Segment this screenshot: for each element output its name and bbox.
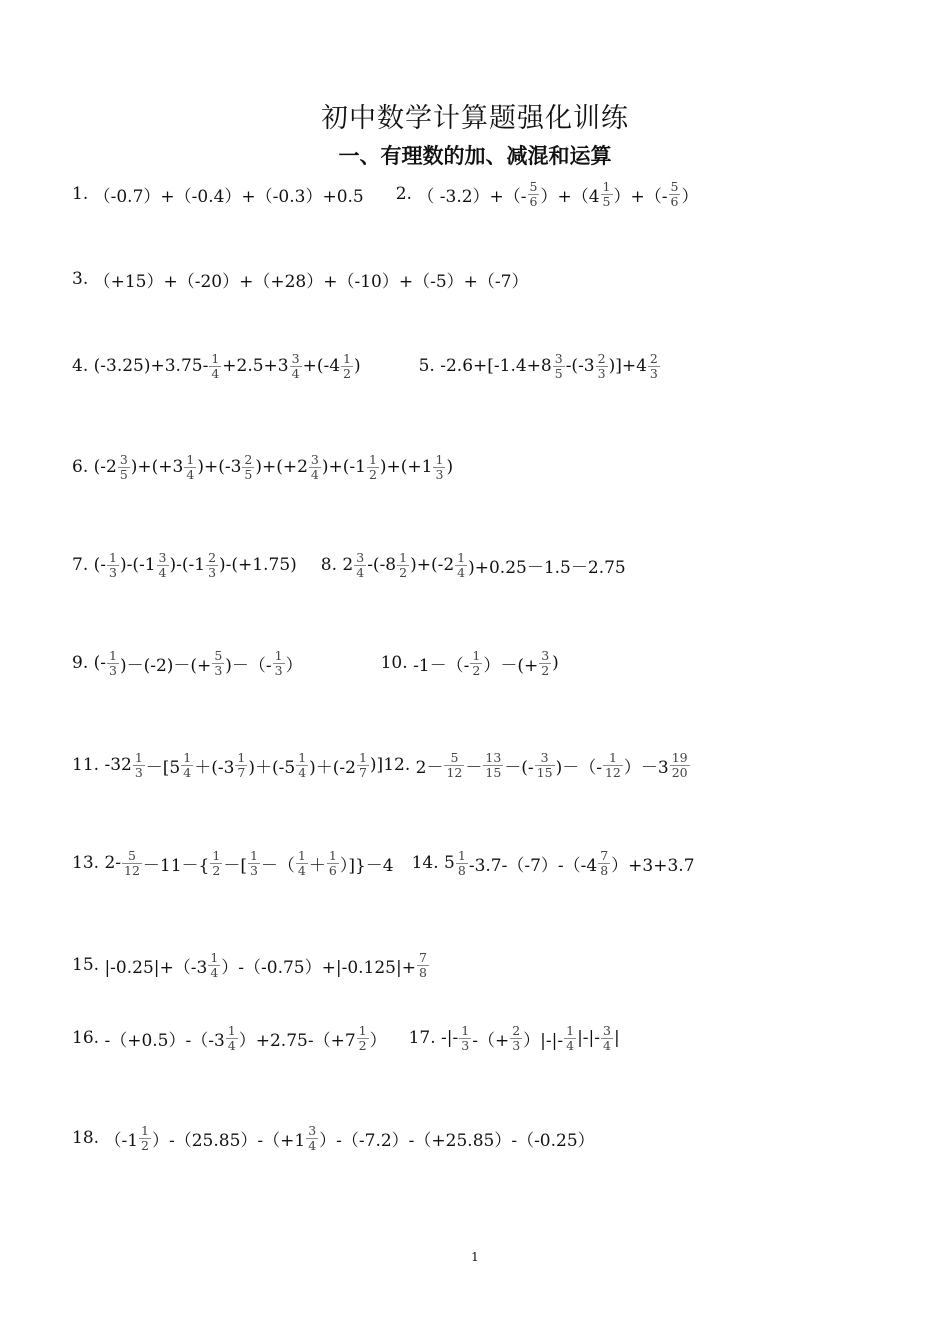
expression-text: 2－ <box>415 757 444 778</box>
section-heading: 一、有理数的加、减混和运算 <box>338 143 612 168</box>
expression-text: )-(+1.75) <box>219 555 297 575</box>
fraction <box>539 649 551 678</box>
fraction-numerator: 1 <box>212 847 221 863</box>
fraction-denominator: 3 <box>214 662 223 678</box>
fraction-denominator: 4 <box>210 964 219 980</box>
fraction <box>296 849 308 878</box>
fraction-denominator: 8 <box>418 964 427 980</box>
fraction-denominator: 15 <box>536 764 553 780</box>
fraction <box>444 751 464 780</box>
fraction-numerator: 2 <box>597 350 606 366</box>
expression-text: )+(+2 <box>255 457 308 477</box>
fraction <box>603 751 623 780</box>
fraction <box>433 453 445 482</box>
expression-text: )+(-1 <box>321 457 366 477</box>
fraction-denominator: 12 <box>604 764 621 780</box>
fraction-denominator: 4 <box>183 764 192 780</box>
fraction-denominator: 3 <box>249 862 258 878</box>
problem-line <box>72 259 528 299</box>
fraction <box>397 551 409 580</box>
problem-number: 16. <box>72 1028 105 1048</box>
fraction-numerator: 1 <box>435 451 444 467</box>
fraction-denominator: 12 <box>124 862 140 878</box>
expression-text: )-(-1 <box>169 555 206 575</box>
fraction <box>309 453 321 482</box>
expression-text: ）-（25.85）-（+1 <box>151 1130 306 1151</box>
problem <box>412 849 695 878</box>
expression-text: ＋(-3 <box>194 757 235 778</box>
problem <box>72 751 383 780</box>
expression-text: ） <box>285 655 303 676</box>
fraction <box>510 1024 522 1053</box>
fraction-denominator: 3 <box>512 1037 521 1053</box>
expression-text: -（+ <box>472 1030 510 1051</box>
fraction <box>470 649 482 678</box>
problem <box>381 649 559 678</box>
expression-text: -(-3 <box>565 356 595 376</box>
fraction-denominator: 3 <box>649 365 658 381</box>
fraction-numerator: 2 <box>208 549 217 565</box>
fraction <box>181 751 193 780</box>
expression-text: （+15）+（-20）+（+28）+（-10）+（-5）+（-7） <box>93 271 529 292</box>
page-title: 初中数学计算题强化训练 <box>321 103 629 134</box>
problem-number: 1. <box>72 184 94 204</box>
fraction-numerator: 3 <box>603 1022 611 1038</box>
fraction-numerator: 3 <box>356 549 365 565</box>
fraction-numerator: 1 <box>472 647 481 663</box>
problem <box>321 551 626 580</box>
problem <box>396 180 699 209</box>
fraction-denominator: 2 <box>368 466 377 482</box>
expression-text: －11－{ <box>142 855 210 876</box>
problem <box>72 551 297 580</box>
expression-text: (-2 <box>93 457 117 477</box>
expression-text: |-0.25|+（-3 <box>104 957 208 978</box>
problem-number: 3. <box>72 269 94 289</box>
fraction-denominator: 3 <box>274 662 283 678</box>
expression-text: －[ <box>223 855 247 876</box>
fraction-denominator: 7 <box>358 764 367 780</box>
problem <box>72 267 528 292</box>
expression-text: ）+（- <box>613 186 668 207</box>
fraction <box>273 649 285 678</box>
problem-number: 17. <box>408 1028 442 1048</box>
fraction-denominator: 4 <box>158 564 167 580</box>
fraction-numerator: 2 <box>649 350 658 366</box>
expression-text: ＋ <box>308 855 326 876</box>
fraction-numerator: 3 <box>541 647 550 663</box>
fraction <box>483 751 503 780</box>
expression-text: （-1 <box>104 1130 139 1151</box>
fraction-numerator: 19 <box>671 749 688 765</box>
fraction-numerator: 5 <box>450 749 459 765</box>
fraction <box>206 551 218 580</box>
problem-line <box>72 447 453 487</box>
fraction <box>528 180 540 209</box>
fraction <box>157 551 169 580</box>
fraction-denominator: 4 <box>566 1037 575 1053</box>
expression-text: |-|- <box>577 1028 601 1048</box>
problem <box>72 182 364 207</box>
expression-text: )+(+3 <box>130 457 184 477</box>
expression-text: ) <box>552 653 559 673</box>
expression-text: ）－(+ <box>483 655 539 676</box>
fraction-numerator: 2 <box>244 451 253 467</box>
fraction <box>596 352 608 381</box>
problem-line <box>72 545 626 585</box>
fraction-denominator: 8 <box>600 862 609 878</box>
expression-text: － <box>465 757 483 778</box>
expression-text: )-(-1 <box>119 555 156 575</box>
fraction-denominator: 6 <box>670 193 679 209</box>
fraction <box>648 352 660 381</box>
expression-text: （ -3.2）+（- <box>417 186 527 207</box>
fraction <box>210 849 222 878</box>
problem-line <box>72 643 559 683</box>
expression-text: +(-4 <box>302 356 341 376</box>
expression-text: -3.7-（-7）-（-4 <box>468 855 598 876</box>
fraction-denominator: 3 <box>109 564 117 580</box>
fraction-denominator: 4 <box>310 466 319 482</box>
problem-number: 14. <box>411 853 445 873</box>
expression-text: )+0.25－1.5－2.75 <box>468 557 626 578</box>
expression-text: （-0.7）+（-0.4）+（-0.3）+0.5 <box>93 186 364 207</box>
expression-text: －（ <box>260 855 295 876</box>
fraction-numerator: 3 <box>158 549 167 565</box>
fraction-denominator: 4 <box>356 564 365 580</box>
fraction-denominator: 4 <box>298 764 307 780</box>
fraction <box>296 751 308 780</box>
fraction <box>417 951 429 980</box>
fraction <box>341 352 353 381</box>
fraction-numerator: 3 <box>119 451 128 467</box>
fraction-denominator: 3 <box>109 662 117 678</box>
expression-text: 2- <box>104 853 122 873</box>
fraction-numerator: 7 <box>600 847 609 863</box>
fraction <box>553 352 565 381</box>
problem-line <box>72 1118 595 1158</box>
problem-number: 5. <box>418 356 441 376</box>
expression-text: )+(-3 <box>197 457 242 477</box>
fraction <box>290 352 302 381</box>
fraction-numerator: 1 <box>134 749 143 765</box>
problem-number: 10. <box>380 653 414 673</box>
fraction-denominator: 4 <box>297 862 306 878</box>
fraction-numerator: 1 <box>183 749 192 765</box>
expression-text: )] <box>369 755 384 775</box>
fraction-numerator: 1 <box>399 549 408 565</box>
fraction-numerator: 5 <box>214 647 223 663</box>
expression-text: 2 <box>342 555 354 575</box>
fraction-numerator: 3 <box>554 350 563 366</box>
expression-text: )]+4 <box>608 356 647 376</box>
problem-line <box>72 346 661 386</box>
fraction <box>327 849 339 878</box>
fraction-numerator: 13 <box>485 749 502 765</box>
fraction <box>357 1024 369 1053</box>
fraction-denominator: 5 <box>119 466 128 482</box>
expression-text: )－(-2)－(+ <box>119 655 212 676</box>
fraction-numerator: 1 <box>227 1022 236 1038</box>
problem <box>72 1124 595 1153</box>
fraction <box>242 453 254 482</box>
problem <box>72 453 453 482</box>
fraction-numerator: 1 <box>109 647 117 663</box>
fraction <box>208 951 220 980</box>
fraction-numerator: 1 <box>141 1122 149 1138</box>
fraction-denominator: 2 <box>212 862 221 878</box>
problem <box>383 751 690 780</box>
problem-line <box>72 745 691 785</box>
expression-text: -（+0.5）-（-3 <box>104 1030 225 1051</box>
fraction-denominator: 8 <box>457 862 466 878</box>
expression-text: )＋(-5 <box>248 757 296 778</box>
expression-text: -1－（- <box>413 655 470 676</box>
fraction-denominator: 4 <box>211 365 220 381</box>
fraction-numerator: 1 <box>297 847 306 863</box>
expression-text: ） <box>369 1030 387 1051</box>
fraction-denominator: 2 <box>541 662 550 678</box>
fraction-denominator: 2 <box>343 365 351 381</box>
expression-text: ) <box>353 356 361 376</box>
problem-line <box>72 174 698 214</box>
fraction-denominator: 7 <box>237 764 246 780</box>
fraction-denominator: 3 <box>597 365 606 381</box>
fraction <box>601 180 613 209</box>
fraction-numerator: 1 <box>566 1022 575 1038</box>
expression-text: ）]}－4 <box>339 855 394 876</box>
expression-text: -(-8 <box>367 555 397 575</box>
problem-number: 6. <box>72 457 94 477</box>
problem-number: 12. <box>383 755 416 775</box>
problem-number: 11. <box>72 755 105 775</box>
problem-number: 15. <box>72 955 105 975</box>
fraction-denominator: 3 <box>208 564 217 580</box>
fraction <box>306 1124 318 1153</box>
fraction-numerator: 1 <box>358 749 367 765</box>
fraction-denominator: 2 <box>472 662 481 678</box>
fraction-denominator: 5 <box>554 365 563 381</box>
fraction-numerator: 1 <box>602 178 611 194</box>
expression-text: ）+2.75-（+7 <box>238 1030 356 1051</box>
fraction <box>209 352 221 381</box>
fraction-denominator: 4 <box>186 466 195 482</box>
fraction <box>357 751 369 780</box>
fraction-numerator: 1 <box>328 847 337 863</box>
fraction-numerator: 1 <box>461 1022 470 1038</box>
page-number: 1 <box>471 1250 479 1264</box>
problem-number: 4. <box>72 356 94 376</box>
fraction-numerator: 1 <box>343 350 351 366</box>
fraction-numerator: 5 <box>127 847 136 863</box>
fraction-denominator: 4 <box>227 1037 236 1053</box>
fraction <box>133 751 145 780</box>
fraction-denominator: 6 <box>328 862 337 878</box>
fraction-numerator: 1 <box>237 749 246 765</box>
fraction-denominator: 5 <box>244 466 253 482</box>
fraction-denominator: 4 <box>308 1137 317 1153</box>
fraction-numerator: 1 <box>457 847 466 863</box>
problem-number: 2. <box>395 184 418 204</box>
fraction <box>367 453 379 482</box>
problem <box>72 951 430 980</box>
fraction <box>670 751 690 780</box>
expression-text: +2.5+3 <box>222 356 289 376</box>
expression-text: －[5 <box>145 757 181 778</box>
problem <box>419 352 661 381</box>
fraction <box>212 649 224 678</box>
fraction-numerator: 5 <box>529 178 538 194</box>
fraction <box>354 551 366 580</box>
expression-text: 5 <box>444 853 455 873</box>
fraction <box>669 180 681 209</box>
fraction-denominator: 6 <box>529 193 538 209</box>
fraction-numerator: 1 <box>298 749 307 765</box>
problem-number: 18. <box>72 1128 105 1148</box>
fraction <box>564 1024 576 1053</box>
expression-text: )+(+1 <box>379 457 433 477</box>
problem <box>72 849 394 878</box>
expression-text: ） <box>681 186 699 207</box>
fraction-numerator: 1 <box>249 847 258 863</box>
problem <box>409 1024 620 1053</box>
expression-text: ）-（-0.75）+|-0.125|+ <box>221 957 416 978</box>
fraction-numerator: 3 <box>540 749 549 765</box>
fraction-numerator: 5 <box>670 178 679 194</box>
fraction-numerator: 1 <box>358 1022 367 1038</box>
fraction-denominator: 2 <box>141 1137 149 1153</box>
fraction-numerator: 1 <box>368 451 377 467</box>
fraction-numerator: 3 <box>308 1122 317 1138</box>
fraction-numerator: 3 <box>291 350 300 366</box>
fraction-denominator: 4 <box>603 1037 611 1053</box>
expression-text: (-3.25)+3.75- <box>93 356 209 376</box>
problem-number: 13. <box>72 853 105 873</box>
fraction-numerator: 1 <box>211 350 220 366</box>
fraction-numerator: 7 <box>418 949 427 965</box>
fraction <box>184 453 196 482</box>
fraction-denominator: 2 <box>399 564 408 580</box>
fraction <box>601 1024 613 1053</box>
problem <box>72 352 361 381</box>
fraction <box>459 1024 471 1053</box>
expression-text: -32 <box>104 755 132 775</box>
expression-text: -2.6+[-1.4+8 <box>440 356 552 376</box>
fraction-denominator: 20 <box>671 764 688 780</box>
fraction <box>107 649 119 678</box>
problem-number: 7. <box>72 555 94 575</box>
problem-number: 8. <box>320 555 343 575</box>
expression-text: ）－3 <box>623 757 669 778</box>
expression-text: ）|-|- <box>523 1030 564 1051</box>
fraction <box>107 551 119 580</box>
problem-line <box>72 843 695 883</box>
fraction-numerator: 1 <box>109 549 117 565</box>
expression-text: (- <box>93 653 107 673</box>
expression-text: )+(-2 <box>410 555 455 575</box>
fraction-denominator: 3 <box>461 1037 470 1053</box>
problem-number: 9. <box>72 653 94 673</box>
fraction <box>226 1024 238 1053</box>
fraction <box>535 751 555 780</box>
problem-line <box>72 945 430 985</box>
problem <box>72 649 303 678</box>
fraction <box>235 751 247 780</box>
expression-text: ) <box>446 457 454 477</box>
fraction-numerator: 1 <box>457 549 466 565</box>
expression-text: | <box>613 1028 620 1048</box>
expression-text: -|- <box>441 1028 459 1048</box>
fraction <box>455 551 467 580</box>
expression-text: ）+（4 <box>540 186 600 207</box>
fraction-numerator: 1 <box>608 749 617 765</box>
fraction-denominator: 2 <box>358 1037 367 1053</box>
fraction-numerator: 1 <box>210 949 219 965</box>
fraction <box>118 453 130 482</box>
fraction <box>139 1124 151 1153</box>
expression-text: )＋(-2 <box>309 757 356 778</box>
expression-text: －(- <box>504 757 534 778</box>
fraction-numerator: 2 <box>512 1022 521 1038</box>
fraction-denominator: 15 <box>485 764 502 780</box>
fraction-numerator: 1 <box>274 647 283 663</box>
fraction <box>598 849 610 878</box>
fraction <box>456 849 468 878</box>
fraction <box>122 849 142 878</box>
fraction-numerator: 3 <box>310 451 319 467</box>
fraction-denominator: 3 <box>435 466 444 482</box>
fraction-denominator: 3 <box>134 764 143 780</box>
fraction-denominator: 4 <box>457 564 466 580</box>
expression-text: )－（- <box>555 757 602 778</box>
problem <box>72 1024 387 1053</box>
fraction-numerator: 1 <box>186 451 195 467</box>
expression-text: ）-（-7.2）-（+25.85）-（-0.25） <box>319 1130 595 1151</box>
expression-text: (- <box>93 555 107 575</box>
fraction-denominator: 12 <box>446 764 463 780</box>
fraction-denominator: 4 <box>291 365 300 381</box>
expression-text: ）+3+3.7 <box>611 855 695 876</box>
fraction-denominator: 5 <box>602 193 611 209</box>
expression-text: )－（- <box>225 655 272 676</box>
fraction <box>248 849 260 878</box>
problem-line <box>72 1018 620 1058</box>
